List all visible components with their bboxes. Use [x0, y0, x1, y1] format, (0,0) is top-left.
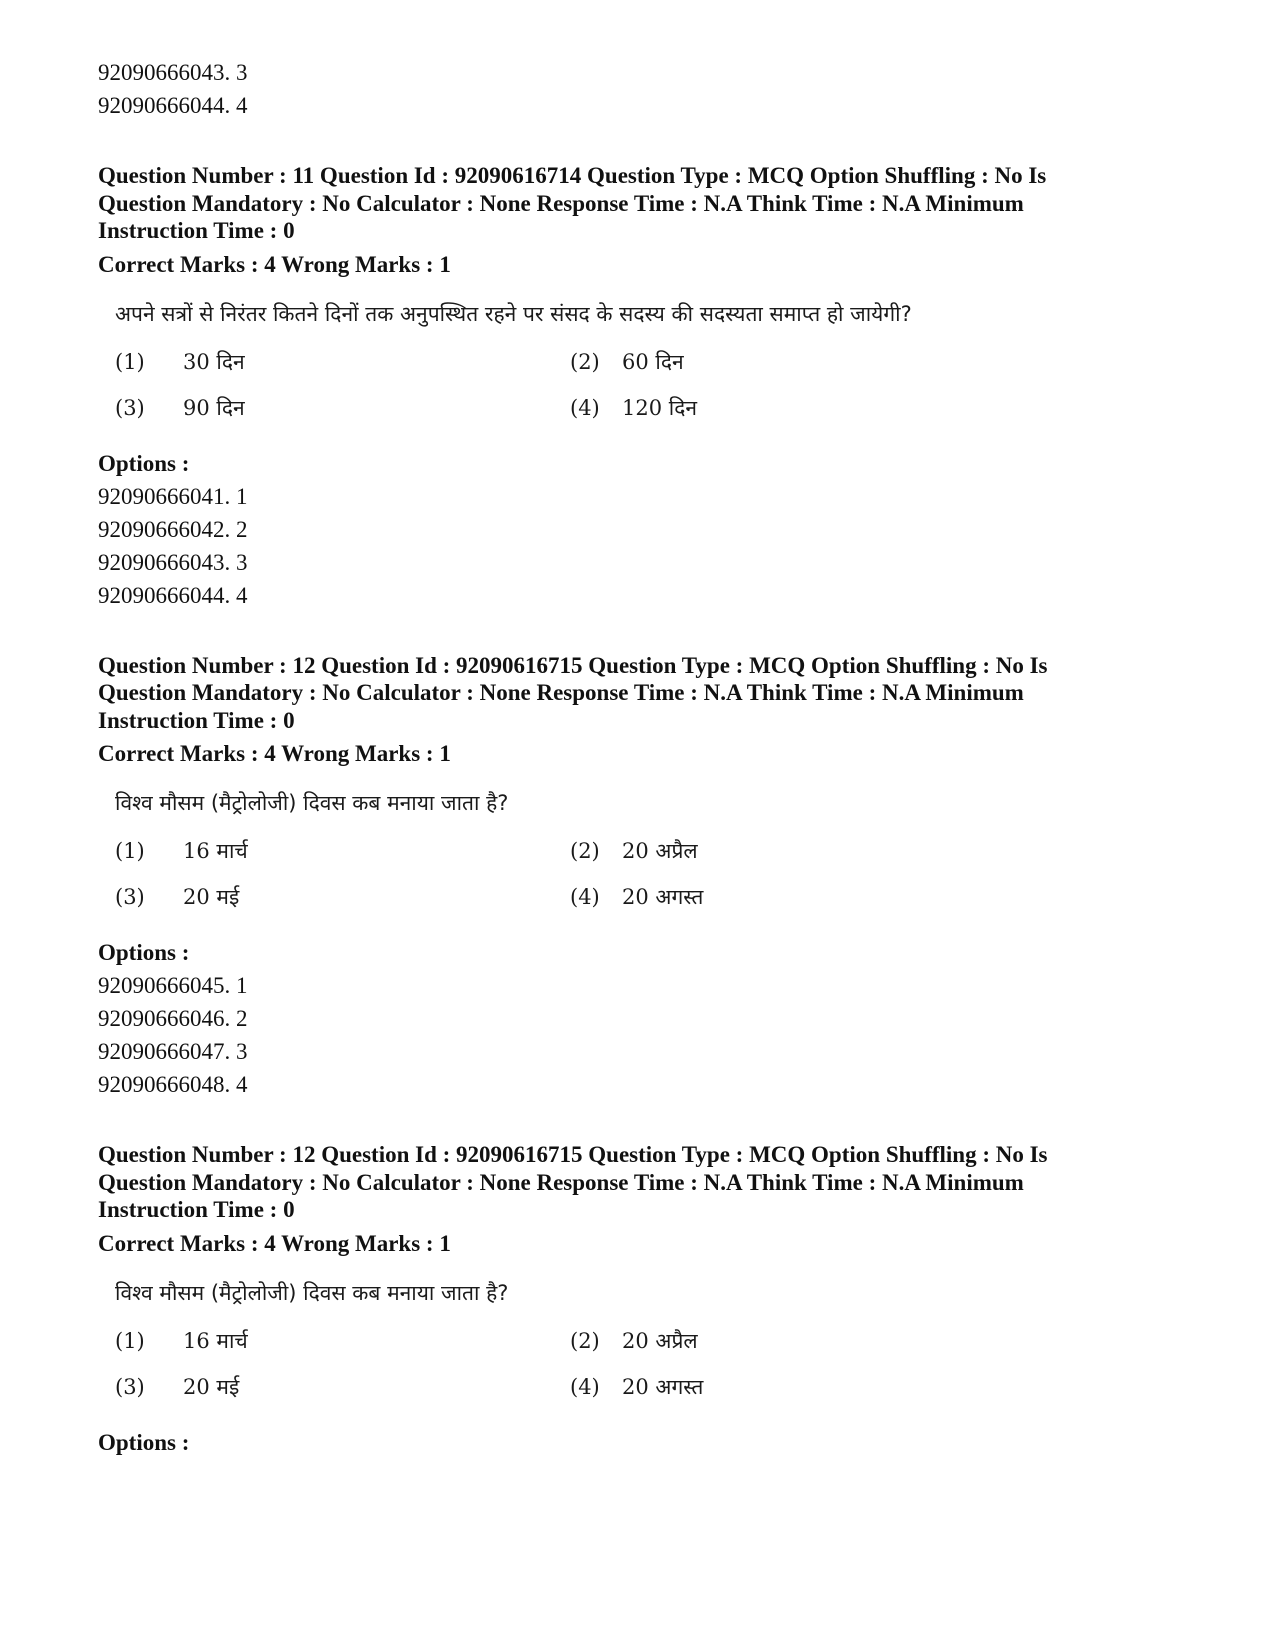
- options-label: Options :: [98, 940, 190, 965]
- question-block: [98, 652, 1198, 1102]
- option-line: 92090666042. 2: [98, 516, 248, 542]
- option-line: 92090666046. 2: [98, 1006, 248, 1031]
- option-line: 92090666043. 3: [98, 549, 248, 575]
- choice-item: (2) 20 अप्रैल: [570, 1328, 698, 1353]
- options-label: Options :: [98, 450, 190, 476]
- header-line: Question Mandatory : No Calculator : None Response Time : N.A Think Time : N.A Minimum: [98, 1169, 1024, 1195]
- question-block: [98, 1141, 1198, 1456]
- header-line: Question Number : 11 Question Id : 92090616714 Question Type : MCQ Option Shuffling : No Is: [98, 163, 1047, 188]
- option-line: 92090666047. 3: [98, 1039, 248, 1064]
- question-text: विश्व मौसम (मैट्रोलोजी) दिवस कब मनाया जाता है?: [115, 791, 509, 815]
- header-line: Question Mandatory : No Calculator : None Response Time : N.A Think Time : N.A Minimum: [98, 680, 1024, 705]
- choice-item: (3) 20 मई: [115, 885, 240, 909]
- question-header: [98, 652, 1198, 735]
- question-header: [98, 162, 1198, 245]
- choice-item: (2) 60 दिन: [570, 349, 684, 374]
- question-header: [98, 1141, 1198, 1224]
- header-line: Question Number : 12 Question Id : 92090616715 Question Type : MCQ Option Shuffling : No Is: [98, 652, 1048, 678]
- marks-line: Correct Marks : 4 Wrong Marks : 1: [98, 1230, 451, 1256]
- choice-item: (3) 90 दिन: [115, 395, 245, 420]
- choice-item: (1) 16 मार्च: [115, 839, 248, 863]
- choice-item: (4) 20 अगस्त: [570, 885, 704, 909]
- choices-grid: [115, 1327, 775, 1401]
- header-line: Question Number : 12 Question Id : 92090616715 Question Type : MCQ Option Shuffling : No Is: [98, 1142, 1048, 1167]
- question-text: विश्व मौसम (मैट्रोलोजी) दिवस कब मनाया जाता है?: [115, 1280, 509, 1305]
- options-label: Options :: [98, 1429, 190, 1455]
- choice-item: (3) 20 मई: [115, 1374, 240, 1399]
- choice-item: (1) 16 मार्च: [115, 1328, 248, 1353]
- choice-item: (4) 20 अगस्त: [570, 1374, 704, 1399]
- choices-grid: [115, 837, 775, 911]
- option-line: 92090666041. 1: [98, 483, 248, 509]
- choices-grid: [115, 348, 775, 422]
- option-line: 92090666044. 4: [98, 93, 248, 118]
- question-block: [98, 162, 1198, 612]
- document-page: [98, 56, 1198, 1459]
- choice-item: (4) 120 दिन: [570, 395, 698, 420]
- options-list: [98, 969, 1198, 1101]
- header-line: Instruction Time : 0: [98, 707, 295, 733]
- header-line: Question Mandatory : No Calculator : None Response Time : N.A Think Time : N.A Minimum: [98, 190, 1024, 216]
- choice-item: (1) 30 दिन: [115, 349, 245, 374]
- marks-line: Correct Marks : 4 Wrong Marks : 1: [98, 251, 451, 277]
- question-text: अपने सत्रों से निरंतर कितने दिनों तक अनुपस्थित रहने पर संसद के सदस्य की सदस्यता समाप्त हो जायेगी?: [115, 301, 912, 326]
- marks-line: Correct Marks : 4 Wrong Marks : 1: [98, 741, 451, 766]
- top-options-list: [98, 56, 1198, 122]
- option-line: 92090666044. 4: [98, 582, 248, 608]
- options-list: [98, 480, 1198, 612]
- option-line: 92090666043. 3: [98, 60, 248, 85]
- header-line: Instruction Time : 0: [98, 1197, 295, 1222]
- option-line: 92090666048. 4: [98, 1072, 248, 1097]
- header-line: Instruction Time : 0: [98, 218, 295, 243]
- option-line: 92090666045. 1: [98, 973, 248, 998]
- choice-item: (2) 20 अप्रैल: [570, 839, 698, 863]
